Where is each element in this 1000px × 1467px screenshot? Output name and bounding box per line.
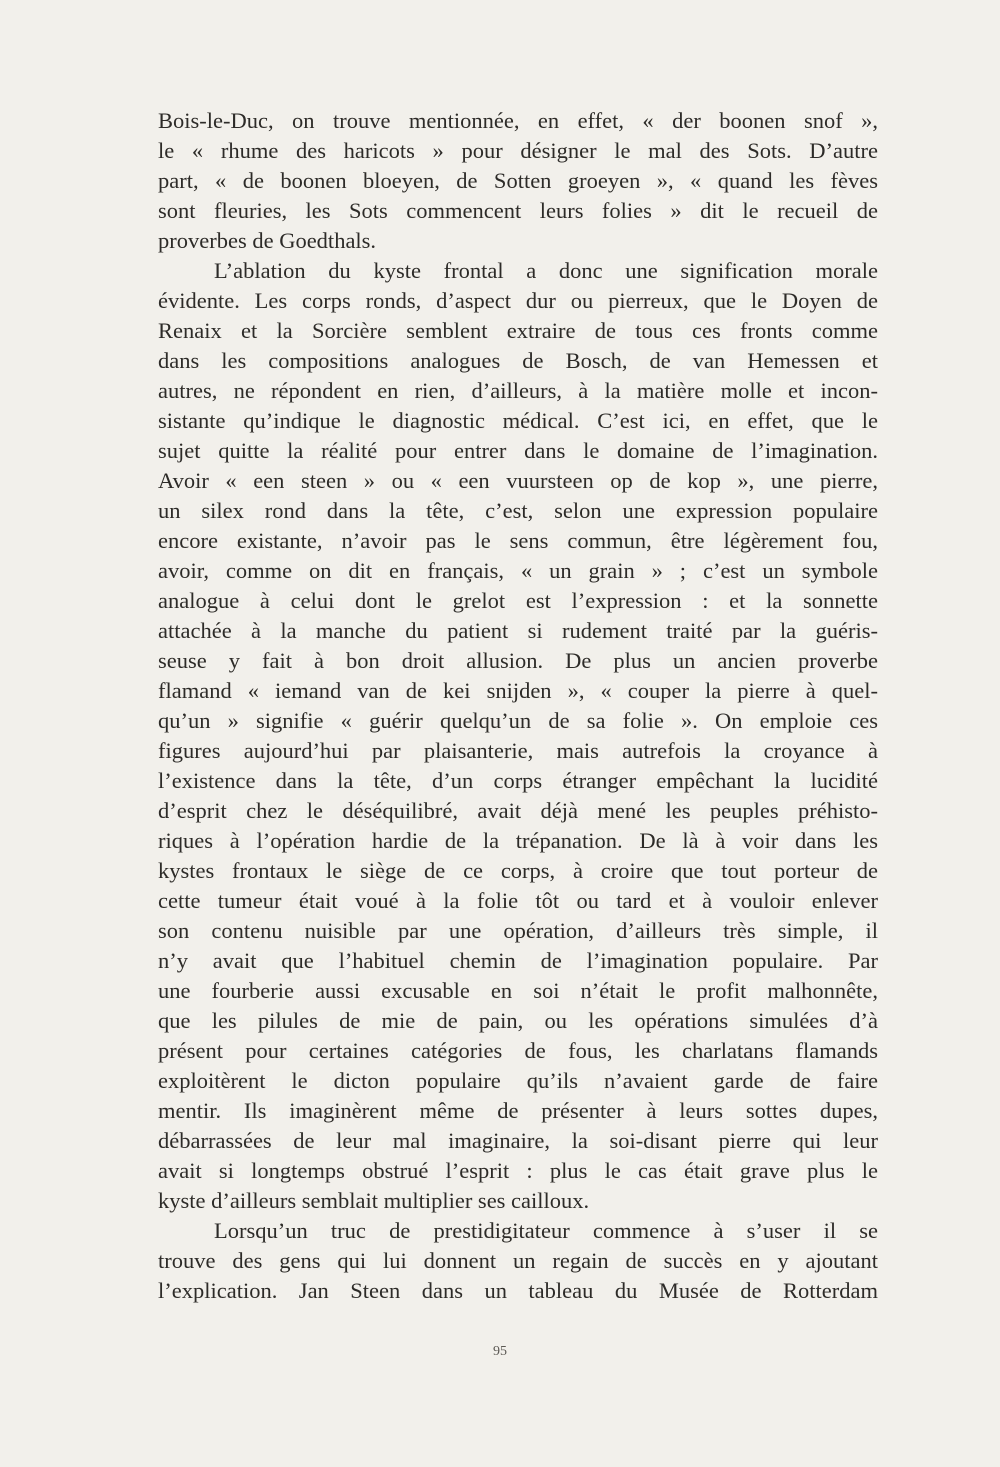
text-line: exploitèrent le dicton populaire qu’ils n’avaient garde de faire bbox=[158, 1068, 878, 1093]
text-line: mentir. Ils imaginèrent même de présenter à leurs sottes dupes, bbox=[158, 1098, 878, 1123]
text-line: attachée à la manche du patient si rudement traité par la guéris- bbox=[158, 618, 878, 643]
text-line: que les pilules de mie de pain, ou les opérations simulées d’à bbox=[158, 1008, 878, 1033]
text-line: un silex rond dans la tête, c’est, selon une expression populaire bbox=[158, 498, 878, 523]
text-line: sujet quitte la réalité pour entrer dans le domaine de l’imagination. bbox=[158, 438, 878, 463]
text-line: figures aujourd’hui par plaisanterie, mais autrefois la croyance à bbox=[158, 738, 878, 763]
text-line: sont fleuries, les Sots commencent leurs folies » dit le recueil de bbox=[158, 198, 878, 223]
page-number: 95 bbox=[493, 1344, 507, 1359]
text-line: autres, ne répondent en rien, d’ailleurs, à la matière molle et incon- bbox=[158, 378, 878, 403]
text-line: cette tumeur était voué à la folie tôt ou tard et à vouloir enlever bbox=[158, 888, 878, 913]
text-line: trouve des gens qui lui donnent un regain de succès en y ajoutant bbox=[158, 1248, 878, 1273]
text-line: riques à l’opération hardie de la trépanation. De là à voir dans les bbox=[158, 828, 878, 853]
text-line: Bois-le-Duc, on trouve mentionnée, en effet, « der boonen snof », bbox=[158, 108, 878, 133]
text-line: sistante qu’indique le diagnostic médical. C’est ici, en effet, que le bbox=[158, 408, 878, 433]
text-line: flamand « iemand van de kei snijden », « couper la pierre à quel- bbox=[158, 678, 878, 703]
text-line: le « rhume des haricots » pour désigner le mal des Sots. D’autre bbox=[158, 138, 878, 163]
text-line: présent pour certaines catégories de fous, les charlatans flamands bbox=[158, 1038, 878, 1063]
text-line: l’existence dans la tête, d’un corps étranger empêchant la lucidité bbox=[158, 768, 878, 793]
text-line: évidente. Les corps ronds, d’aspect dur ou pierreux, que le Doyen de bbox=[158, 288, 878, 313]
text-line: proverbes de Goedthals. bbox=[158, 228, 377, 253]
text-line: L’ablation du kyste frontal a donc une signification morale bbox=[214, 258, 878, 283]
text-line: Lorsqu’un truc de prestidigitateur commence à s’user il se bbox=[214, 1218, 878, 1243]
text-line: une fourberie aussi excusable en soi n’était le profit malhonnête, bbox=[158, 978, 878, 1003]
text-line: Avoir « een steen » ou « een vuursteen op de kop », une pierre, bbox=[158, 468, 878, 493]
text-line: kystes frontaux le siège de ce corps, à croire que tout porteur de bbox=[158, 858, 878, 883]
text-line: n’y avait que l’habituel chemin de l’imagination populaire. Par bbox=[158, 948, 878, 973]
text-line: avait si longtemps obstrué l’esprit : plus le cas était grave plus le bbox=[158, 1158, 878, 1183]
text-line: Renaix et la Sorcière semblent extraire de tous ces fronts comme bbox=[158, 318, 878, 343]
text-line: débarrassées de leur mal imaginaire, la soi-disant pierre qui leur bbox=[158, 1128, 878, 1153]
text-line: kyste d’ailleurs semblait multiplier ses cailloux. bbox=[158, 1188, 590, 1213]
text-line: analogue à celui dont le grelot est l’expression : et la sonnette bbox=[158, 588, 878, 613]
text-line: seuse y fait à bon droit allusion. De plus un ancien proverbe bbox=[158, 648, 878, 673]
text-line: part, « de boonen bloeyen, de Sotten groeyen », « quand les fèves bbox=[158, 168, 878, 193]
text-line: l’explication. Jan Steen dans un tableau du Musée de Rotterdam bbox=[158, 1278, 878, 1303]
text-line: son contenu nuisible par une opération, d’ailleurs très simple, il bbox=[158, 918, 878, 943]
text-line: encore existante, n’avoir pas le sens commun, être légèrement fou, bbox=[158, 528, 878, 553]
text-line: dans les compositions analogues de Bosch, de van Hemessen et bbox=[158, 348, 878, 373]
text-line: avoir, comme on dit en français, « un grain » ; c’est un symbole bbox=[158, 558, 878, 583]
body-text bbox=[158, 106, 878, 1306]
text-line: d’esprit chez le déséquilibré, avait déjà mené les peuples préhisto- bbox=[158, 798, 878, 823]
text-line: qu’un » signifie « guérir quelqu’un de sa folie ». On emploie ces bbox=[158, 708, 878, 733]
